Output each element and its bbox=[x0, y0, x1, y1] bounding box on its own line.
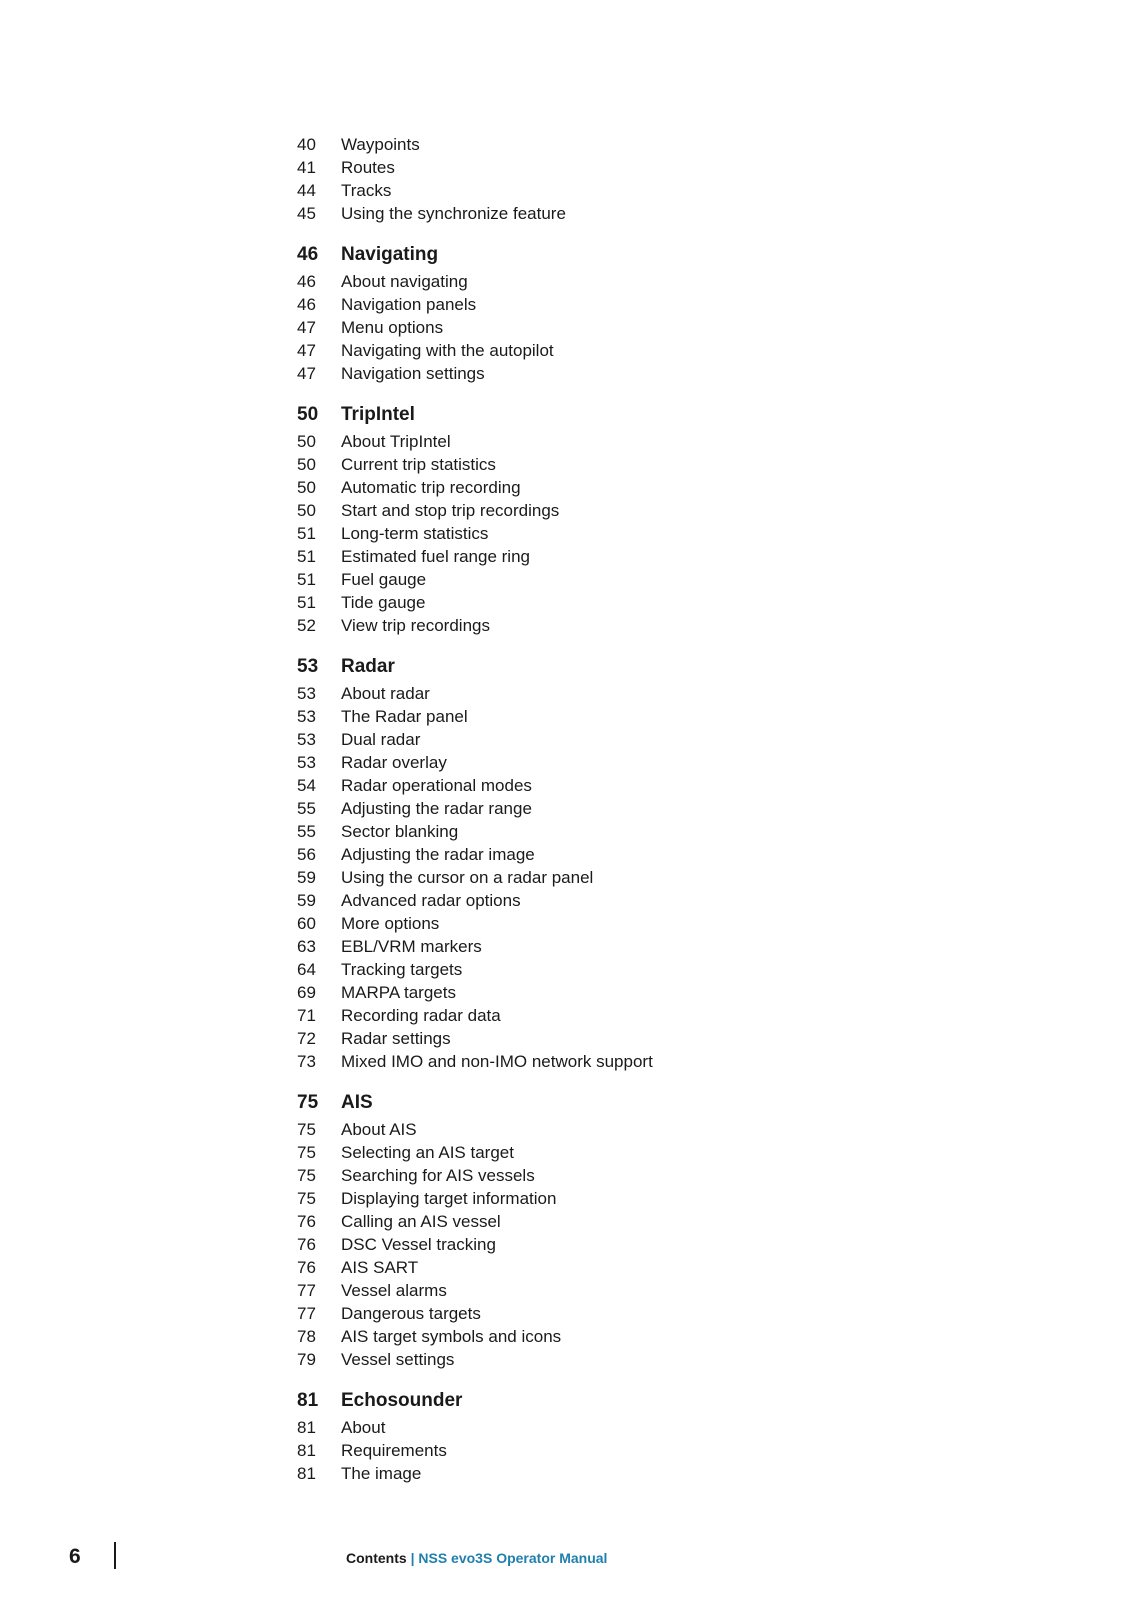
toc-entry[interactable] bbox=[297, 339, 857, 362]
toc-entry[interactable] bbox=[297, 820, 857, 843]
table-of-contents bbox=[297, 133, 857, 1485]
entry-title: EBL/VRM markers bbox=[341, 937, 482, 956]
entry-title: Calling an AIS vessel bbox=[341, 1212, 501, 1231]
entry-title: Dual radar bbox=[341, 730, 421, 749]
toc-entry[interactable] bbox=[297, 958, 857, 981]
toc-entry[interactable] bbox=[297, 499, 857, 522]
entry-title: Routes bbox=[341, 158, 395, 177]
entry-title: Navigating with the autopilot bbox=[341, 341, 554, 360]
toc-entry[interactable] bbox=[297, 1325, 857, 1348]
entry-page-number: 64 bbox=[297, 960, 316, 979]
entry-title: About AIS bbox=[341, 1120, 417, 1139]
entry-page-number: 44 bbox=[297, 181, 316, 200]
entry-page-number: 41 bbox=[297, 158, 316, 177]
entry-title: Radar overlay bbox=[341, 753, 447, 772]
entry-title: Radar operational modes bbox=[341, 776, 532, 795]
toc-entry[interactable] bbox=[297, 1050, 857, 1073]
footer-divider bbox=[114, 1542, 116, 1569]
entry-title: MARPA targets bbox=[341, 983, 456, 1002]
chapter-title: TripIntel bbox=[341, 404, 415, 425]
toc-entry[interactable] bbox=[297, 1004, 857, 1027]
toc-entry[interactable] bbox=[297, 889, 857, 912]
toc-entry[interactable] bbox=[297, 797, 857, 820]
toc-entry[interactable] bbox=[297, 728, 857, 751]
toc-entry[interactable] bbox=[297, 866, 857, 889]
entry-page-number: 73 bbox=[297, 1052, 316, 1071]
toc-section bbox=[297, 652, 857, 1073]
entry-title: Tracking targets bbox=[341, 960, 463, 979]
entry-title: AIS target symbols and icons bbox=[341, 1327, 562, 1346]
entry-title: Waypoints bbox=[341, 135, 420, 154]
entry-page-number: 51 bbox=[297, 547, 316, 566]
toc-entry[interactable] bbox=[297, 1348, 857, 1371]
entry-title: Searching for AIS vessels bbox=[341, 1166, 535, 1185]
chapter-page-number: 75 bbox=[297, 1092, 319, 1113]
entry-title: Adjusting the radar image bbox=[341, 845, 535, 864]
toc-entry[interactable] bbox=[297, 476, 857, 499]
entry-page-number: 53 bbox=[297, 707, 316, 726]
footer-running-title bbox=[346, 1549, 607, 1567]
entry-page-number: 78 bbox=[297, 1327, 316, 1346]
entry-page-number: 46 bbox=[297, 295, 316, 314]
footer-section-label: Contents bbox=[346, 1550, 407, 1566]
entry-page-number: 40 bbox=[297, 135, 316, 154]
entry-page-number: 47 bbox=[297, 318, 316, 337]
toc-entry[interactable] bbox=[297, 682, 857, 705]
entry-page-number: 75 bbox=[297, 1166, 316, 1185]
entry-page-number: 47 bbox=[297, 364, 316, 383]
toc-chapter-heading[interactable] bbox=[297, 400, 857, 430]
toc-entry[interactable] bbox=[297, 1302, 857, 1325]
toc-entry[interactable] bbox=[297, 751, 857, 774]
entry-page-number: 63 bbox=[297, 937, 316, 956]
entry-title: About bbox=[341, 1418, 386, 1437]
toc-entry[interactable] bbox=[297, 133, 857, 156]
toc-section bbox=[297, 400, 857, 637]
entry-page-number: 75 bbox=[297, 1143, 316, 1162]
entry-title: Tide gauge bbox=[341, 593, 426, 612]
entry-page-number: 45 bbox=[297, 204, 316, 223]
entry-page-number: 55 bbox=[297, 822, 316, 841]
entry-title: Tracks bbox=[341, 181, 392, 200]
toc-entry[interactable] bbox=[297, 430, 857, 453]
footer-manual-title: NSS evo3S Operator Manual bbox=[418, 1550, 608, 1566]
entry-title: Using the synchronize feature bbox=[341, 204, 566, 223]
toc-entry[interactable] bbox=[297, 270, 857, 293]
entry-title: About navigating bbox=[341, 272, 468, 291]
entry-title: Long-term statistics bbox=[341, 524, 489, 543]
toc-entry[interactable] bbox=[297, 1416, 857, 1439]
entry-page-number: 51 bbox=[297, 524, 316, 543]
toc-entry[interactable] bbox=[297, 843, 857, 866]
entry-title: Recording radar data bbox=[341, 1006, 501, 1025]
toc-entry[interactable] bbox=[297, 935, 857, 958]
entry-page-number: 56 bbox=[297, 845, 316, 864]
entry-title: About TripIntel bbox=[341, 432, 451, 451]
toc-entry[interactable] bbox=[297, 522, 857, 545]
toc-entry[interactable] bbox=[297, 705, 857, 728]
chapter-title: Echosounder bbox=[341, 1390, 463, 1411]
entry-page-number: 71 bbox=[297, 1006, 316, 1025]
entry-page-number: 76 bbox=[297, 1258, 316, 1277]
toc-entry[interactable] bbox=[297, 774, 857, 797]
entry-page-number: 77 bbox=[297, 1304, 316, 1323]
entry-page-number: 51 bbox=[297, 593, 316, 612]
toc-entry[interactable] bbox=[297, 362, 857, 385]
toc-entry[interactable] bbox=[297, 614, 857, 637]
entry-title: DSC Vessel tracking bbox=[341, 1235, 496, 1254]
entry-page-number: 46 bbox=[297, 272, 316, 291]
entry-page-number: 53 bbox=[297, 684, 316, 703]
entry-title: Using the cursor on a radar panel bbox=[341, 868, 594, 887]
entry-page-number: 81 bbox=[297, 1441, 316, 1460]
entry-title: Automatic trip recording bbox=[341, 478, 521, 497]
entry-page-number: 51 bbox=[297, 570, 316, 589]
entry-title: Mixed IMO and non-IMO network support bbox=[341, 1052, 653, 1071]
toc-entry[interactable] bbox=[297, 1439, 857, 1462]
entry-title: Dangerous targets bbox=[341, 1304, 481, 1323]
toc-entry[interactable] bbox=[297, 1141, 857, 1164]
entry-title: Displaying target information bbox=[341, 1189, 557, 1208]
toc-section bbox=[297, 1088, 857, 1371]
entry-page-number: 81 bbox=[297, 1464, 316, 1483]
toc-entry[interactable] bbox=[297, 293, 857, 316]
entry-title: About radar bbox=[341, 684, 430, 703]
toc-entry[interactable] bbox=[297, 545, 857, 568]
entry-page-number: 54 bbox=[297, 776, 316, 795]
entry-title: The Radar panel bbox=[341, 707, 468, 726]
entry-title: Radar settings bbox=[341, 1029, 451, 1048]
entry-title: Fuel gauge bbox=[341, 570, 427, 589]
entry-title: Current trip statistics bbox=[341, 455, 496, 474]
entry-title: Sector blanking bbox=[341, 822, 459, 841]
entry-title: Menu options bbox=[341, 318, 444, 337]
entry-title: Navigation panels bbox=[341, 295, 477, 314]
entry-page-number: 50 bbox=[297, 478, 316, 497]
chapter-page-number: 81 bbox=[297, 1390, 319, 1411]
entry-title: AIS SART bbox=[341, 1258, 419, 1277]
toc-entry[interactable] bbox=[297, 591, 857, 614]
toc-chapter-heading[interactable] bbox=[297, 240, 857, 270]
entry-page-number: 69 bbox=[297, 983, 316, 1002]
entry-title: Advanced radar options bbox=[341, 891, 521, 910]
entry-title: Adjusting the radar range bbox=[341, 799, 532, 818]
toc-chapter-heading[interactable] bbox=[297, 1386, 857, 1416]
toc-chapter-heading[interactable] bbox=[297, 652, 857, 682]
chapter-title: AIS bbox=[341, 1092, 373, 1113]
toc-entry[interactable] bbox=[297, 912, 857, 935]
entry-page-number: 77 bbox=[297, 1281, 316, 1300]
entry-title: Navigation settings bbox=[341, 364, 485, 383]
toc-entry[interactable] bbox=[297, 1256, 857, 1279]
entry-page-number: 72 bbox=[297, 1029, 316, 1048]
toc-entry[interactable] bbox=[297, 1027, 857, 1050]
entry-page-number: 50 bbox=[297, 432, 316, 451]
entry-title: Selecting an AIS target bbox=[341, 1143, 514, 1162]
toc-entry[interactable] bbox=[297, 1279, 857, 1302]
toc-entry[interactable] bbox=[297, 568, 857, 591]
toc-entry[interactable] bbox=[297, 156, 857, 179]
toc-entry[interactable] bbox=[297, 202, 857, 225]
entry-page-number: 75 bbox=[297, 1120, 316, 1139]
entry-title: Estimated fuel range ring bbox=[341, 547, 530, 566]
entry-page-number: 59 bbox=[297, 891, 316, 910]
entry-page-number: 60 bbox=[297, 914, 316, 933]
chapter-page-number: 50 bbox=[297, 404, 319, 425]
toc-entry[interactable] bbox=[297, 981, 857, 1004]
entry-page-number: 75 bbox=[297, 1189, 316, 1208]
entry-page-number: 76 bbox=[297, 1212, 316, 1231]
entry-page-number: 53 bbox=[297, 753, 316, 772]
footer-separator: | bbox=[410, 1550, 415, 1566]
entry-page-number: 50 bbox=[297, 455, 316, 474]
entry-title: Start and stop trip recordings bbox=[341, 501, 560, 520]
entry-page-number: 50 bbox=[297, 501, 316, 520]
entry-page-number: 81 bbox=[297, 1418, 316, 1437]
toc-chapter-heading[interactable] bbox=[297, 1088, 857, 1118]
chapter-title: Radar bbox=[341, 656, 395, 677]
entry-page-number: 52 bbox=[297, 616, 316, 635]
entry-title: The image bbox=[341, 1464, 422, 1483]
entry-title: Requirements bbox=[341, 1441, 447, 1460]
entry-title: Vessel alarms bbox=[341, 1281, 447, 1300]
toc-entry[interactable] bbox=[297, 1462, 857, 1485]
page-number: 6 bbox=[69, 1545, 81, 1568]
entry-page-number: 47 bbox=[297, 341, 316, 360]
entry-page-number: 79 bbox=[297, 1350, 316, 1369]
toc-section bbox=[297, 1386, 857, 1485]
toc-entry[interactable] bbox=[297, 1118, 857, 1141]
entry-title: More options bbox=[341, 914, 440, 933]
entry-page-number: 55 bbox=[297, 799, 316, 818]
entry-page-number: 53 bbox=[297, 730, 316, 749]
chapter-page-number: 53 bbox=[297, 656, 319, 677]
chapter-page-number: 46 bbox=[297, 244, 319, 265]
entry-page-number: 59 bbox=[297, 868, 316, 887]
toc-entry[interactable] bbox=[297, 1210, 857, 1233]
toc-entry[interactable] bbox=[297, 179, 857, 202]
toc-section bbox=[297, 240, 857, 385]
chapter-title: Navigating bbox=[341, 244, 439, 265]
entry-title: Vessel settings bbox=[341, 1350, 455, 1369]
toc-section bbox=[297, 133, 857, 225]
toc-entry[interactable] bbox=[297, 1233, 857, 1256]
toc-entry[interactable] bbox=[297, 1187, 857, 1210]
toc-entry[interactable] bbox=[297, 1164, 857, 1187]
entry-title: View trip recordings bbox=[341, 616, 490, 635]
entry-page-number: 76 bbox=[297, 1235, 316, 1254]
toc-entry[interactable] bbox=[297, 453, 857, 476]
toc-entry[interactable] bbox=[297, 316, 857, 339]
